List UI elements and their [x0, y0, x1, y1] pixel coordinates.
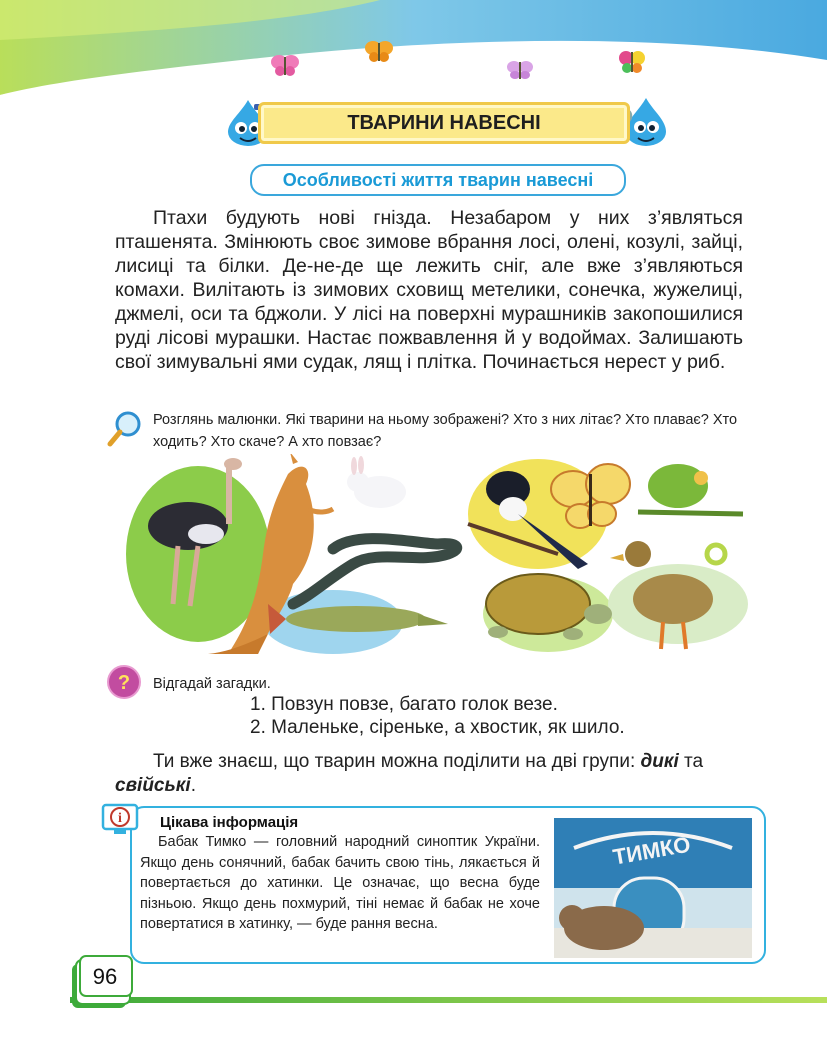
butterfly-orange-icon	[364, 38, 394, 64]
riddle-item-1: 1. Повзун повзе, багато голок везе.	[250, 694, 558, 715]
section-subtitle: Особливості життя тварин навесні	[250, 164, 626, 196]
riddle-item-2: 2. Маленьке, сіреньке, а хвостик, як шило.	[250, 717, 625, 738]
info-icon	[100, 802, 140, 838]
magnifier-icon	[106, 410, 144, 448]
page-title: ТВАРИНИ НАВЕСНІ	[258, 102, 630, 144]
info-text	[140, 832, 540, 935]
marmot-house-sign: ТИМКО	[611, 831, 693, 870]
animal-groups-text	[115, 750, 745, 798]
snake-image	[293, 539, 457, 604]
observation-task: Розглянь малюнки. Які тварини на ньому зображені? Хто з них літає? Хто плаває? Хто ходить? Хто скаче? А хто повзає?	[153, 412, 738, 450]
svg-text:?: ?	[117, 672, 131, 694]
riddle-intro: Відгадай загадки.	[153, 676, 271, 692]
bottom-green-line	[70, 994, 827, 1006]
marmot-photo	[554, 818, 752, 958]
rabbit-image	[347, 456, 406, 508]
term-domestic: свійські	[115, 775, 191, 796]
page-number: 96	[92, 964, 118, 989]
intro-paragraph-text: Птахи будують нові гнізда. Незабаром у них з’являться пташенята. Змінюють своє зимове вбрання лосі, олені, козулі, зайці, лисиці та білки. Де-не-де ще лежить сніг, але вже з’являються комахи. Вилітають із зимових сховищ метелики, сонечка, жужелиці, джмелі, оси та бджоли. У лісі на поверхні мурашників закопошилися руді лісові мурашки. Настає пожвавлення й у водоймах. Залишають свої зимувальні ями судак, лящ і плітка. Починається нерест у риб.	[115, 207, 743, 373]
info-text-body: Бабак Тимко — головний народний синоптик України. Якщо день сонячний, бабак бачить свою тінь, лякається й повертається до хатинки. Це означає, що весна буде пізньою. Якщо день похмурий, тіні немає й бабак не хоче повертатися в хатинку, — буде рання весна.	[140, 834, 540, 932]
groups-text-middle: та	[678, 751, 704, 772]
question-mark-icon	[106, 664, 142, 700]
groups-text-after: .	[190, 775, 196, 796]
butterfly-rainbow-icon	[618, 48, 646, 78]
svg-text:i: i	[118, 811, 122, 826]
term-wild: дикі	[640, 751, 679, 772]
intro-paragraph	[115, 206, 743, 374]
chameleon-image	[638, 464, 743, 563]
animals-illustration	[118, 454, 748, 660]
butterfly-violet-icon	[506, 58, 534, 82]
info-title: Цікава інформація	[160, 814, 299, 831]
butterfly-pink-icon	[270, 52, 300, 78]
groups-text-before: Ти вже знаєш, що тварин можна поділити на дві групи:	[153, 751, 641, 772]
